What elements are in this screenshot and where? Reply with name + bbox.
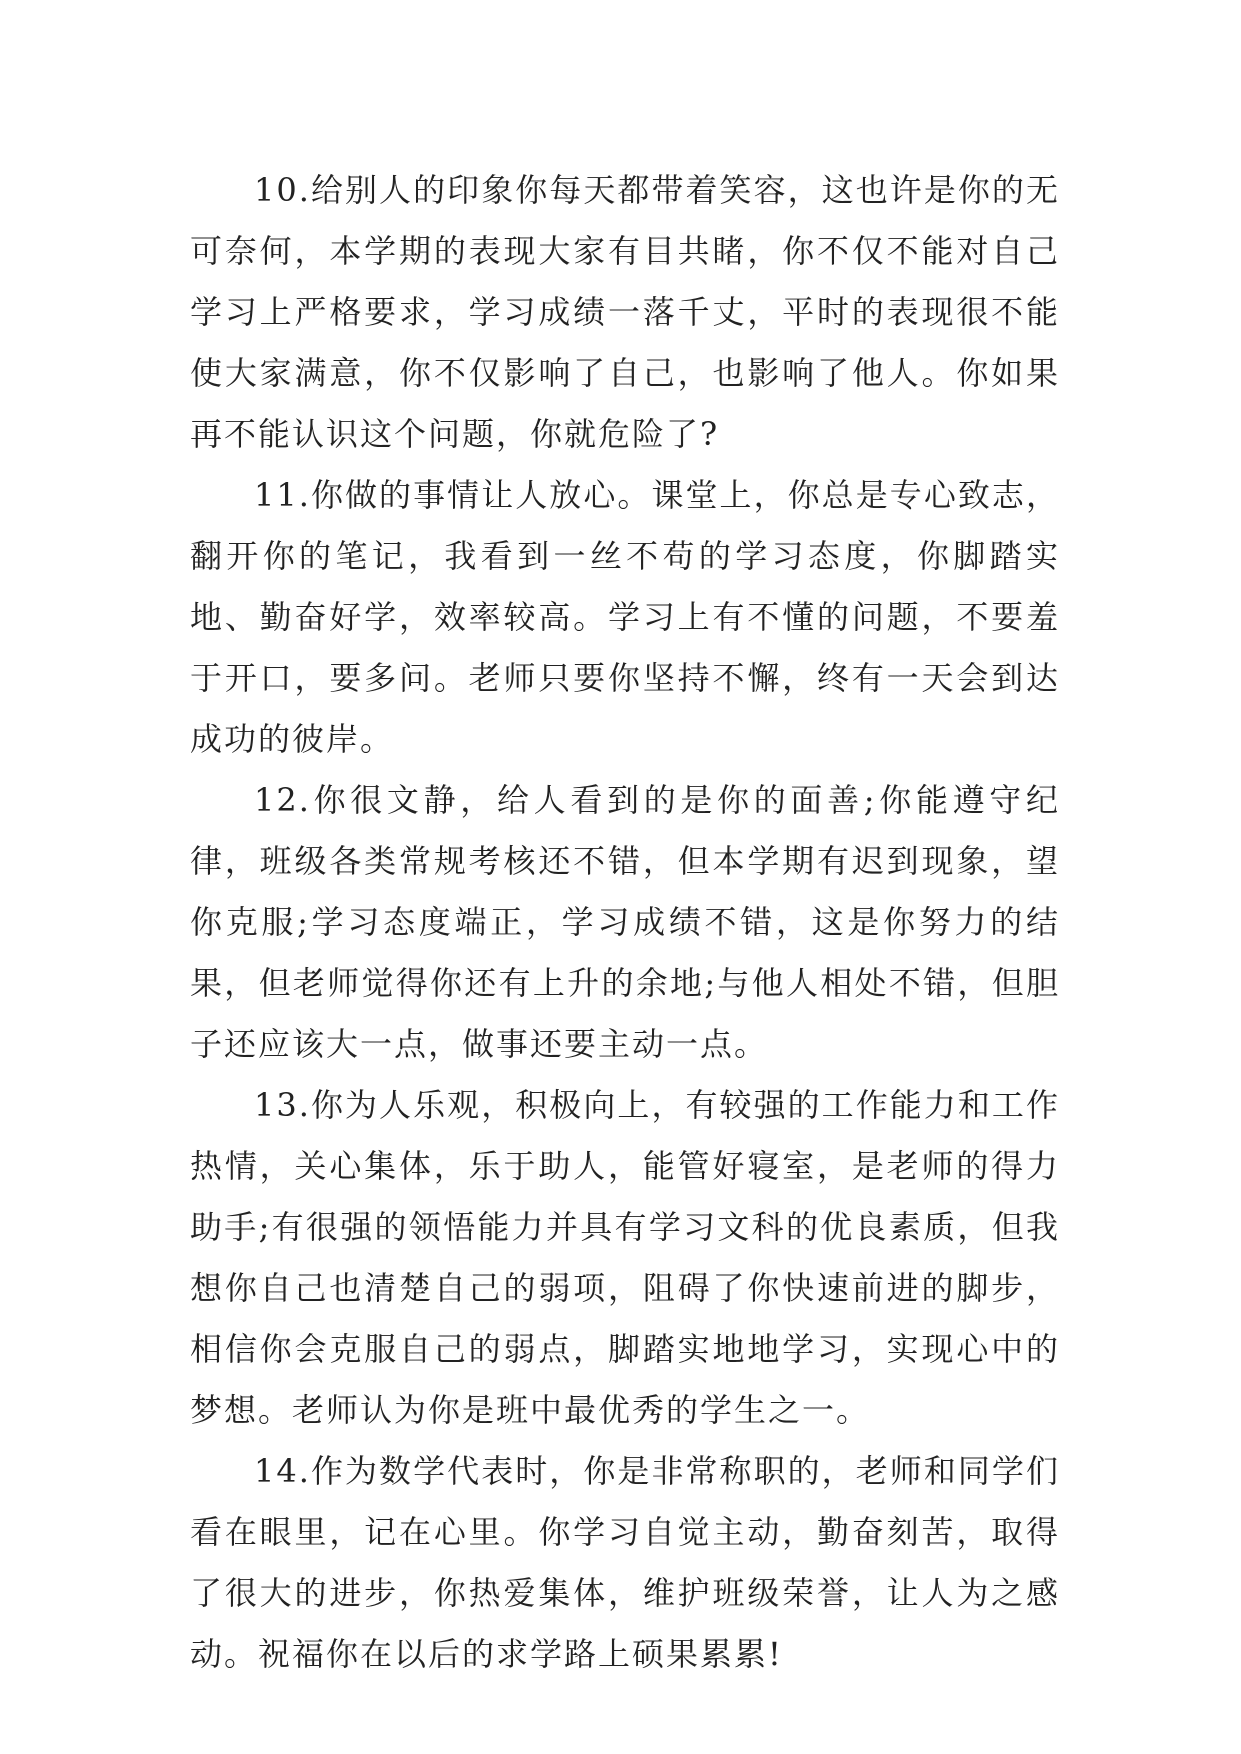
- paragraph-11: 11.你做的事情让人放心。课堂上，你总是专心致志，翻开你的笔记，我看到一丝不苟的学习态度，你脚踏实地、勤奋好学，效率较高。学习上有不懂的问题，不要羞于开口，要多问。老师只要你坚持不懈，终有一天会到达成功的彼岸。: [190, 476, 1060, 758]
- paragraph-14: 14.作为数学代表时，你是非常称职的，老师和同学们看在眼里，记在心里。你学习自觉主动，勤奋刻苦，取得了很大的进步，你热爱集体，维护班级荣誉，让人为之感动。祝福你在以后的求学路上硕果累累!: [190, 1452, 1060, 1673]
- document-body: [190, 160, 1060, 1685]
- paragraph-13: 13.你为人乐观，积极向上，有较强的工作能力和工作热情，关心集体，乐于助人，能管好寝室，是老师的得力助手;有很强的领悟能力并具有学习文科的优良素质，但我想你自己也清楚自己的弱项，阻碍了你快速前进的脚步，相信你会克服自己的弱点，脚踏实地地学习，实现心中的梦想。老师认为你是班中最优秀的学生之一。: [190, 1086, 1060, 1429]
- paragraph-12: 12.你很文静，给人看到的是你的面善;你能遵守纪律，班级各类常规考核还不错，但本学期有迟到现象，望你克服;学习态度端正，学习成绩不错，这是你努力的结果，但老师觉得你还有上升的余地;与他人相处不错，但胆子还应该大一点，做事还要主动一点。: [190, 781, 1060, 1063]
- paragraph-10: 10.给别人的印象你每天都带着笑容，这也许是你的无可奈何，本学期的表现大家有目共睹，你不仅不能对自己学习上严格要求，学习成绩一落千丈，平时的表现很不能使大家满意，你不仅影响了自己，也影响了他人。你如果再不能认识这个问题，你就危险了?: [190, 171, 1060, 453]
